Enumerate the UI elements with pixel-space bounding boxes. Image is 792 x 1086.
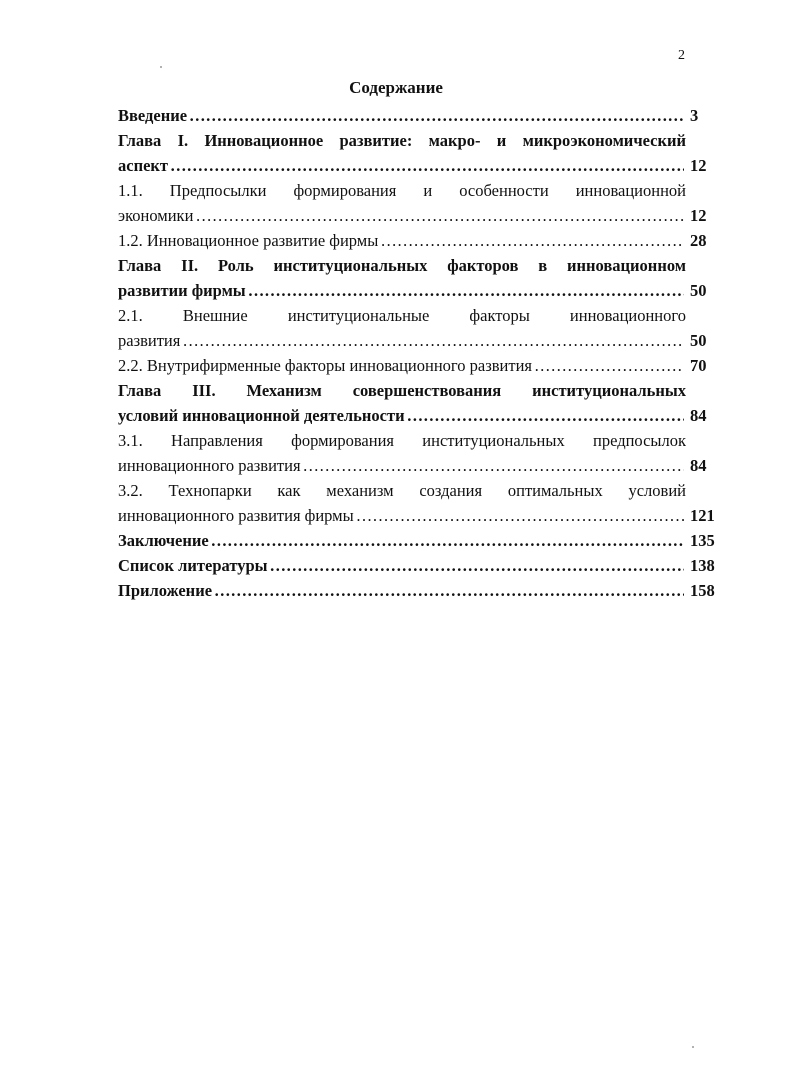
leader-dots [170, 153, 684, 178]
leader-dots [182, 328, 684, 353]
toc-entry-label: условий инновационной деятельности [118, 406, 405, 425]
toc-entry-text: 2.1. Внешние институциональные факторы инновационного [118, 306, 686, 325]
leader-dots [211, 528, 684, 553]
toc-entry-label: Заключение [118, 531, 209, 550]
scan-speck [160, 66, 162, 68]
toc-entry-text: Глава III. Механизм совершенствования институциональных [118, 381, 686, 400]
toc-page-number: 12 [690, 206, 707, 225]
leader-dots [534, 353, 684, 378]
scan-speck [692, 1046, 694, 1048]
toc-entry-label: Приложение [118, 581, 213, 600]
page-title: Содержание [349, 78, 443, 97]
toc-page-number: 135 [690, 531, 715, 550]
toc-entry-label: Введение [118, 106, 188, 125]
toc-entry-text: Глава I. Инновационное развитие: макро- и микроэкономический [118, 131, 686, 150]
toc-page-number: 28 [690, 231, 707, 250]
toc-page-number: 12 [690, 156, 707, 175]
toc-entry-label: 2.2. Внутрифирменные факторы инновационного развития [118, 356, 532, 375]
toc-entry-label: развития [118, 331, 181, 350]
leader-dots [380, 228, 684, 253]
toc-entry-label: развитии фирмы [118, 281, 246, 300]
toc-page-number: 3 [690, 106, 699, 125]
toc-entry [118, 528, 730, 553]
toc-entry-label: экономики [118, 206, 194, 225]
leader-dots [248, 278, 684, 303]
toc-entry-label: аспект [118, 156, 169, 175]
toc-page-number: 121 [690, 506, 715, 525]
table-of-contents [118, 103, 730, 603]
toc-entry-text: 3.1. Направления формирования институциональных предпосылок [118, 431, 686, 450]
toc-entry [118, 553, 730, 578]
toc-entry-label: инновационного развития [118, 456, 301, 475]
toc-entry [118, 578, 730, 603]
toc-page-number: 50 [690, 331, 707, 350]
leader-dots [303, 453, 684, 478]
toc-entry [118, 353, 730, 378]
toc-entry [118, 253, 730, 303]
toc-entry [118, 303, 730, 353]
leader-dots [189, 103, 684, 128]
toc-page-number: 84 [690, 406, 707, 425]
leader-dots [270, 553, 684, 578]
toc-entry-label: инновационного развития фирмы [118, 506, 354, 525]
toc-page-number: 84 [690, 456, 707, 475]
toc-entry-label: 1.2. Инновационное развитие фирмы [118, 231, 379, 250]
toc-entry [118, 103, 730, 128]
toc-entry-text: Глава II. Роль институциональных факторов в инновационном [118, 256, 686, 275]
toc-page-number: 158 [690, 581, 715, 600]
leader-dots [407, 403, 684, 428]
toc-entry-label: Список литературы [118, 556, 268, 575]
toc-entry [118, 378, 730, 428]
toc-entry [118, 428, 730, 478]
toc-page-number: 70 [690, 356, 707, 375]
toc-entry [118, 228, 730, 253]
toc-entry [118, 478, 730, 528]
toc-page-number: 138 [690, 556, 715, 575]
toc-entry-text: 1.1. Предпосылки формирования и особенности инновационной [118, 181, 686, 200]
toc-entry-text: 3.2. Технопарки как механизм создания оптимальных условий [118, 481, 686, 500]
toc-page-number: 50 [690, 281, 707, 300]
leader-dots [195, 203, 684, 228]
toc-entry [118, 178, 730, 228]
page-number: 2 [678, 48, 685, 63]
toc-entry [118, 128, 730, 178]
leader-dots [356, 503, 684, 528]
leader-dots [214, 578, 684, 603]
